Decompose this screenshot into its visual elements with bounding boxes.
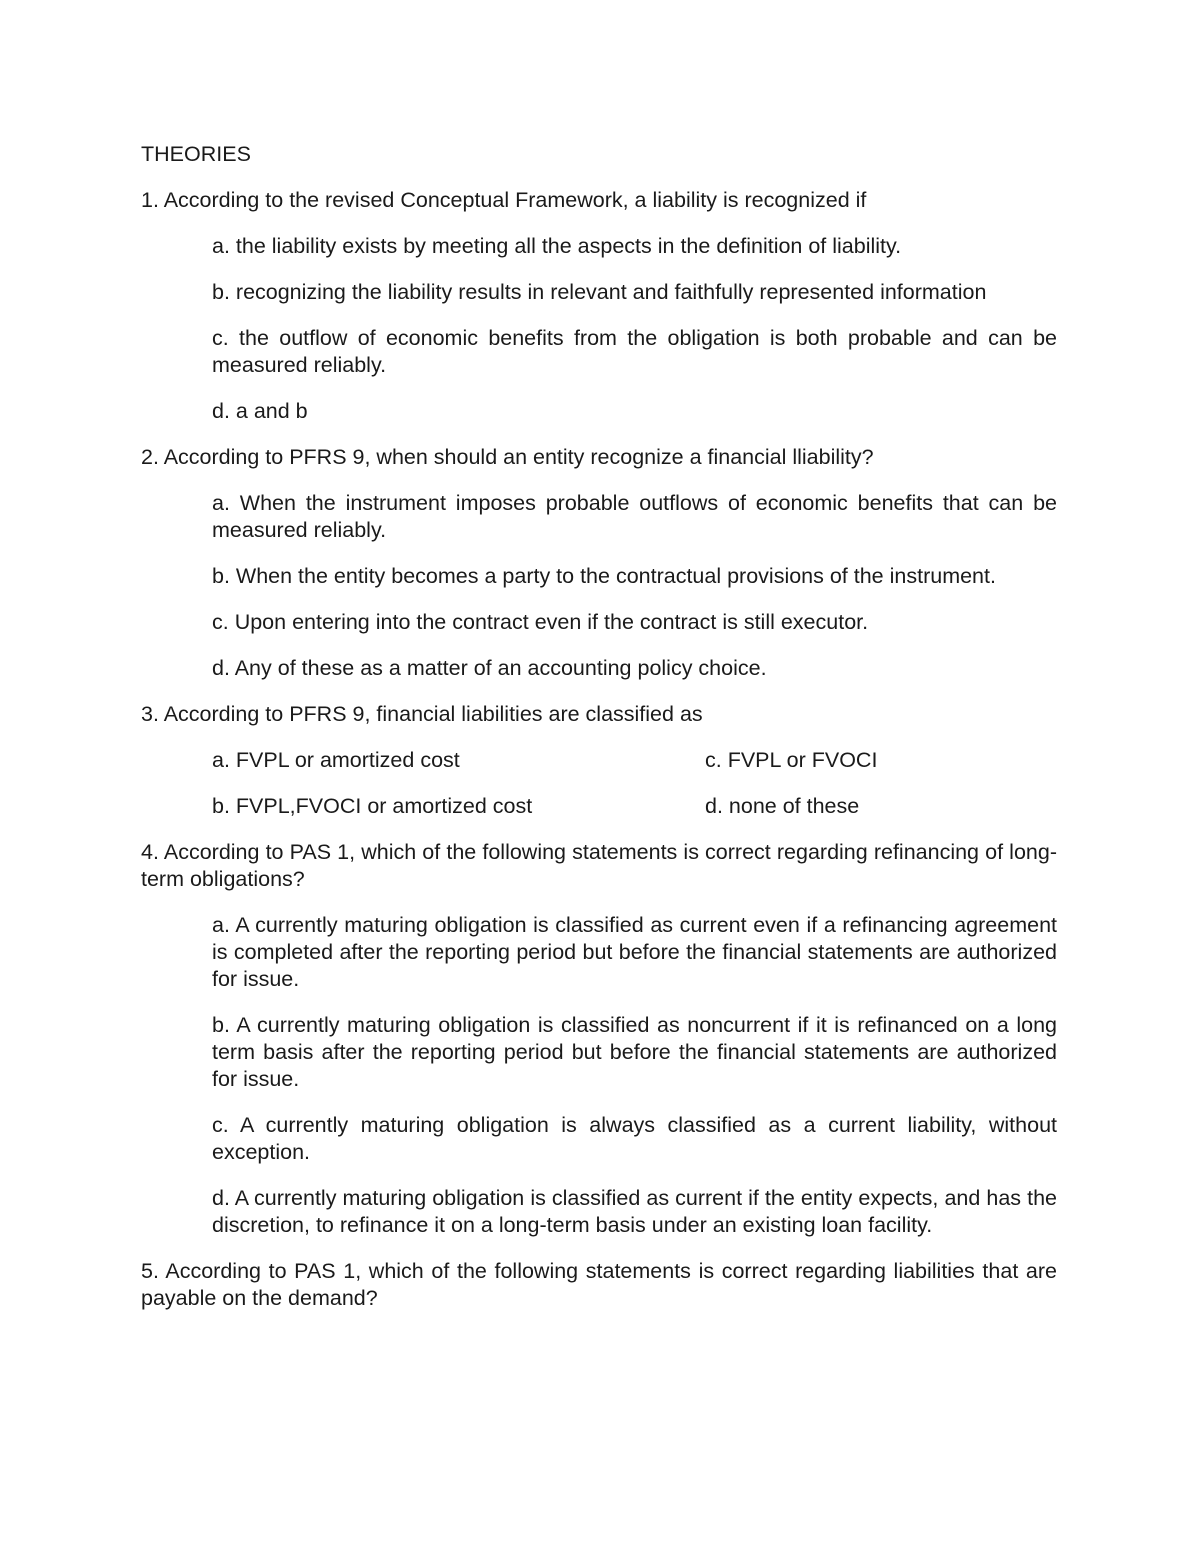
option-4d: d. A currently maturing obligation is classified as current if the entity expects, and has the discretion, to refinance it on a long-term basis under an existing loan facility.: [212, 1186, 1057, 1237]
question-5: 5. According to PAS 1, which of the following statements is correct regarding liabilities that are payable on the demand?: [141, 1259, 1057, 1310]
option-3a: a. FVPL or amortized cost: [212, 748, 460, 772]
option-2b: b. When the entity becomes a party to the contractual provisions of the instrument.: [212, 564, 996, 588]
option-3c: c. FVPL or FVOCI: [705, 748, 878, 772]
question-3: 3. According to PFRS 9, financial liabilities are classified as: [141, 702, 703, 726]
document-page: [141, 141, 1057, 1331]
option-2d: d. Any of these as a matter of an accounting policy choice.: [212, 656, 767, 680]
page-heading: THEORIES: [141, 142, 251, 166]
option-2c: c. Upon entering into the contract even if the contract is still executor.: [212, 610, 869, 634]
question-4-options: [212, 912, 1057, 1239]
question-1-options: [212, 233, 1057, 425]
question-4: 4. According to PAS 1, which of the following statements is correct regarding refinancing of long-term obligations?: [141, 840, 1057, 891]
option-1b: b. recognizing the liability results in relevant and faithfully represented information: [212, 280, 987, 304]
option-3b: b. FVPL,FVOCI or amortized cost: [212, 794, 533, 818]
question-1: 1. According to the revised Conceptual Framework, a liability is recognized if: [141, 188, 867, 212]
option-3d: d. none of these: [705, 794, 860, 818]
option-4c: c. A currently maturing obligation is always classified as a current liability, without exception.: [212, 1113, 1057, 1164]
question-2-options: [212, 490, 1057, 682]
option-1c: c. the outflow of economic benefits from the obligation is both probable and can be measured reliably.: [212, 326, 1057, 377]
option-2a: a. When the instrument imposes probable outflows of economic benefits that can be measured reliably.: [212, 491, 1057, 542]
question-3-options: [212, 747, 1057, 820]
question-2: 2. According to PFRS 9, when should an entity recognize a financial lliability?: [141, 445, 874, 469]
option-1d: d. a and b: [212, 399, 308, 423]
option-4b: b. A currently maturing obligation is classified as noncurrent if it is refinanced on a long term basis after the reporting period but before the financial statements are authorized for issue.: [212, 1013, 1057, 1091]
option-1a: a. the liability exists by meeting all the aspects in the definition of liability.: [212, 234, 902, 258]
option-4a: a. A currently maturing obligation is classified as current even if a refinancing agreement is completed after the reporting period but before the financial statements are authorized for issue.: [212, 913, 1057, 991]
